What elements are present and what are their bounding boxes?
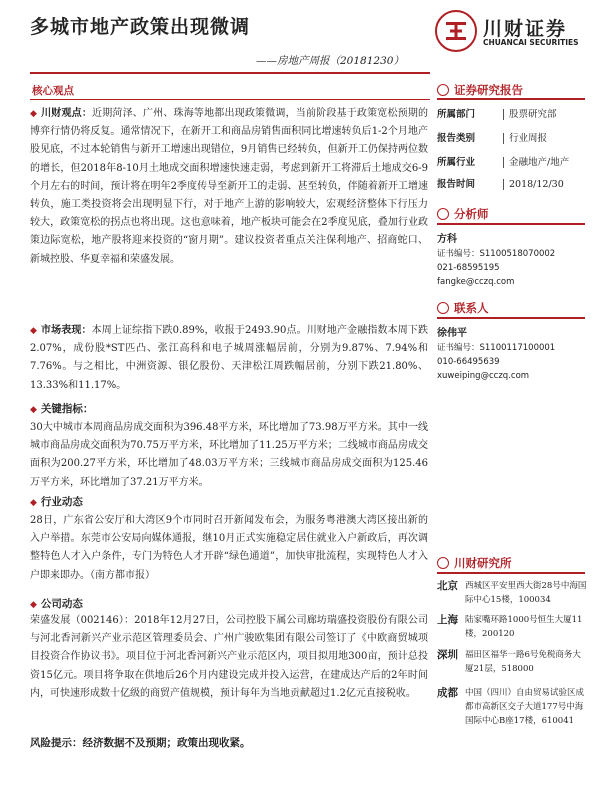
company-logo xyxy=(435,10,585,52)
sidebar-divider xyxy=(437,98,585,100)
logo-emblem-icon xyxy=(435,10,477,52)
analyst-phone: 021-68595195 xyxy=(437,263,500,273)
sidebar-divider xyxy=(437,317,585,319)
paragraph-industry-news: 28日，广东省公安厅和大湾区9个市同时召开新闻发布会，为服务粤港澳大湾区接出新的入户举措。东莞市公安局向媒体通报，继10月正式实施稳定居住就业入户新政后，再次调整特色人才入户条件，专门为特色人才开辟“绿色通道”，加快审批流程，实现特色人才入户即来即办。（南方都市报） xyxy=(30,515,428,581)
market-body: 本周上证综指下跌0.89%，收报于2493.90点。川财地产金融指数本周下跌2.07%，成份股*ST匹凸、张江高科和电子城周涨幅居前，分别为9.87%、7.94%和7.76%。与之相比，中洲资源、银亿股份、天津松江周跌幅居前，分别下跌21.80%、13.33%和11.17%。 xyxy=(30,325,429,391)
view-body: 近期菏泽、广州、珠海等地都出现政策微调，当前阶段基于政策宽松预期的博弈行情仍将反复。通常情况下，在新开工和商品房销售面积同比增速转负后1-2个月地产股见底，不过本轮销售与新开工增速出现错位，9月销售已经转负，但新开工仍保持两位数的增长，但2018年8-10月土地成交面积增速快速走弱，考虑到新开工将滞后土地成交6-9个月左右的时间，预计将在明年2季度传导至新开工的走弱、甚至转负，伴随着新开工增速转负，施工类投资将会出现明显下行，对于地产上游的影响较大，宏观经济整体下行压力较大，政策宽松的拐点也将出现。这也意味着，地产板块可能会在2季度见底，叠加行业政策边际宽松，地产股将迎来投资的“窗月期”。建议投资者重点关注保利地产、招商蛇口、新城控股、华夏幸福和荣盛发展。 xyxy=(30,108,429,265)
key-indicators-heading: ◆ 关键指标： xyxy=(30,403,94,415)
analyst-card xyxy=(437,233,555,289)
contact-cert: 证书编号：S1100117100001 xyxy=(437,343,556,353)
analyst-cert: 证书编号：S1100518070002 xyxy=(437,249,556,259)
paragraph-view xyxy=(30,105,428,269)
report-heading: 证券研究报告 xyxy=(437,82,523,98)
bullet-icon: ◆ xyxy=(30,600,37,610)
paragraph-company-news: 荣盛发展（002146）：2018年12月27日，公司控股下属公司廊坊瑞盛投资股份有限公司与河北香河新兴产业示范区管理委员会、广州广骏欧集团有限公司签订了《中欧商贸城项目投资合作协议书》。项目位于河北香河新兴产业示范区内，项目拟用地300亩，预计总投资15亿元。项目将争取在供地后26个月内建设完成并投入运营，在建成达产后的2年时间内，可快速形成数十亿级的商贸产值规模，预计每年为当地贡献超过1.2亿元直接税收。 xyxy=(30,615,428,699)
contact-email[interactable]: xuweiping@cczq.com xyxy=(437,371,530,381)
contact-phone: 010-66495639 xyxy=(437,357,500,367)
info-row-dept: 所属部门 股票研究部 xyxy=(437,109,557,120)
industry-news-heading: ◆ 行业动态 xyxy=(30,496,83,508)
bullet-icon: ◆ xyxy=(30,498,37,508)
sidebar-divider xyxy=(437,572,585,574)
logo-text-cn: 川财证券 xyxy=(483,18,568,40)
paragraph-key-indicators: 30大中城市本周商品房成交面积为396.48平方米，环比增加了73.98万平方米。其中一线城市商品房成交面积为70.75万平方米，环比增加了11.25万平方米；二线城市商品房成交面积为200.27平方米，环比增加了48.03万平方米；三线城市商品房成交面积为125.46万平方米，环比增加了37.21万平方米。 xyxy=(30,422,428,488)
risk-warning: 风险提示：经济数据不及预期；政策出现收紧。 xyxy=(30,737,251,749)
company-news-heading: ◆ 公司动态 xyxy=(30,598,83,610)
contact-card xyxy=(437,327,555,383)
report-subtitle: ——房地产周报（20181230） xyxy=(256,55,404,67)
info-row-category: 报告类别 行业周报 xyxy=(437,133,548,144)
logo-text-en: CHUANCAI SECURITIES xyxy=(483,38,579,47)
contact-name: 徐伟平 xyxy=(437,328,467,339)
bullet-icon: ◆ xyxy=(30,109,38,119)
market-head: 市场表现： xyxy=(41,325,92,336)
core-divider xyxy=(30,99,430,100)
info-row-industry: 所属行业 金融地产/地产 xyxy=(437,157,570,168)
report-title: 多城市地产政策出现微调 xyxy=(30,16,251,38)
circle-icon xyxy=(437,557,449,569)
core-view-label: 核心观点 xyxy=(32,85,74,97)
info-row-date: 报告时间 2018/12/30 xyxy=(437,179,564,190)
paragraph-market xyxy=(30,322,428,395)
bullet-icon: ◆ xyxy=(30,405,37,415)
firm-heading: 川财研究所 xyxy=(437,555,512,571)
view-head: 川财观点： xyxy=(41,108,93,119)
analyst-email[interactable]: fangke@cczq.com xyxy=(437,277,515,287)
analyst-name: 方科 xyxy=(437,234,457,245)
contact-heading: 联系人 xyxy=(437,300,489,316)
sidebar-divider xyxy=(437,223,585,225)
circle-icon xyxy=(437,302,449,314)
circle-icon xyxy=(437,208,449,220)
bullet-icon: ◆ xyxy=(30,326,38,336)
circle-icon xyxy=(437,84,449,96)
analyst-heading: 分析师 xyxy=(437,206,489,222)
title-divider xyxy=(30,72,430,74)
